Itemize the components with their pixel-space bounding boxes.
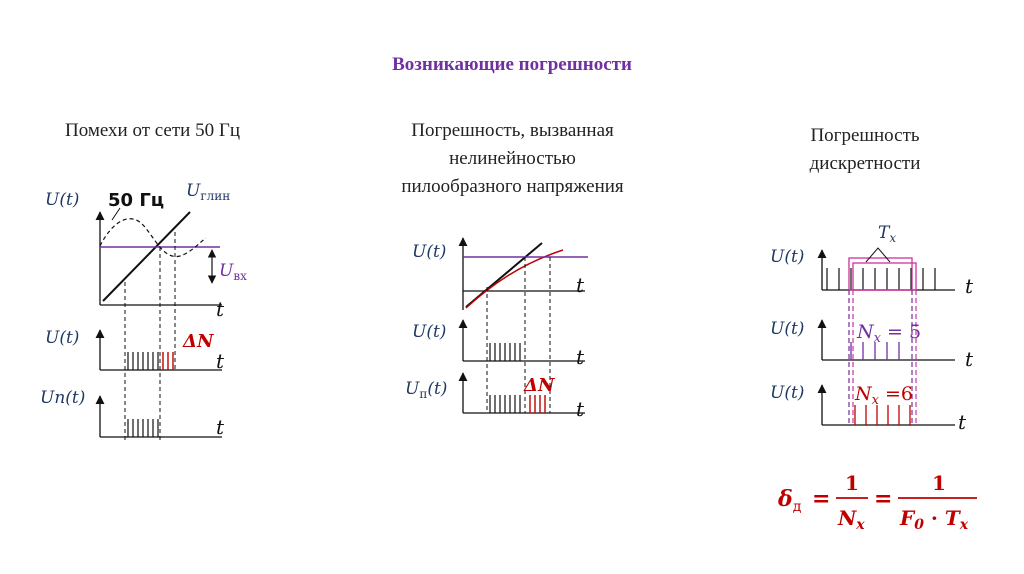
- formula-den2-sub: 0: [914, 517, 924, 533]
- formula-den2-tail: T: [944, 506, 960, 530]
- right-graph-2: [770, 319, 974, 371]
- left-panel: [40, 181, 247, 440]
- right-tx-main: T: [878, 223, 890, 243]
- caption-nonlinearity-line2: нелинейностью: [449, 148, 576, 169]
- formula-num-1: 1: [845, 471, 859, 495]
- right-label-u2: U(t): [770, 319, 805, 339]
- left-label-up: Uп(t): [40, 388, 86, 408]
- left-label-t1: t: [216, 297, 225, 321]
- left-uglin-sub: глин: [200, 189, 231, 203]
- slide-title: Возникающие погрешности: [392, 54, 632, 75]
- left-label-t3: t: [216, 415, 225, 439]
- left-g2-error-pulses: [163, 352, 173, 370]
- middle-g2-pulses: [490, 343, 520, 361]
- middle-label-up: [405, 379, 447, 401]
- left-uvx-main: U: [219, 261, 234, 281]
- right-label-t2: t: [965, 347, 974, 371]
- left-label-u1: U(t): [45, 190, 80, 210]
- middle-graph-1: [412, 238, 588, 310]
- formula-den1-sub: x: [856, 517, 865, 533]
- left-label-uvx: [219, 261, 247, 283]
- formula-den2-tail-sub: x: [959, 517, 969, 533]
- middle-label-t1: t: [576, 273, 585, 297]
- right-nx1-sub: x: [873, 331, 881, 346]
- formula-eq-2: =: [874, 486, 893, 512]
- right-nx2-main: N: [855, 383, 872, 405]
- caption-nonlinearity-line3: пилообразного напряжения: [401, 176, 624, 197]
- right-label-u3: U(t): [770, 383, 805, 403]
- discreteness-formula: [777, 471, 977, 533]
- formula-num-2: 1: [932, 471, 946, 495]
- right-nx1-main: N: [857, 321, 874, 343]
- right-nx2-val: =6: [878, 383, 914, 405]
- formula-den2-main: F: [900, 506, 915, 530]
- right-label-t1: t: [965, 274, 974, 298]
- middle-real-ramp: [466, 250, 563, 308]
- right-label-tx: [878, 223, 896, 245]
- right-graph-1: [770, 223, 974, 298]
- left-g3-pulses: [128, 419, 158, 437]
- caption-nonlinearity-line1: Погрешность, вызванная: [411, 120, 614, 141]
- middle-up-sub: п: [419, 387, 428, 401]
- right-nx1-val: = 5: [880, 321, 922, 343]
- formula-den-1: [837, 506, 865, 533]
- middle-panel: [405, 238, 588, 421]
- right-label-nx1: [856, 321, 921, 346]
- middle-graph-3: [405, 373, 585, 421]
- left-label-t2: t: [216, 349, 225, 373]
- middle-g3-pulses: [490, 395, 520, 413]
- right-g1-clock-pulses: [827, 268, 935, 290]
- caption-mains-text: Помехи от сети 50 Гц: [64, 120, 240, 141]
- left-graph-1: [45, 181, 247, 321]
- right-nx2-sub: x: [871, 393, 879, 408]
- right-panel: [770, 223, 977, 533]
- right-graph-3: [770, 383, 967, 434]
- right-label-nx2: [854, 383, 913, 408]
- middle-up-tail: (t): [427, 379, 448, 399]
- formula-lhs: [777, 486, 802, 515]
- formula-delta-sub: д: [792, 499, 802, 515]
- left-uvx-sub: вх: [233, 269, 247, 283]
- middle-label-u2: U(t): [412, 322, 447, 342]
- formula-den2-dot: ·: [923, 506, 945, 530]
- middle-up-main: U: [405, 379, 420, 399]
- left-label-u2: U(t): [45, 328, 80, 348]
- formula-den1-main: N: [838, 506, 857, 530]
- left-graph-3: [40, 388, 225, 439]
- left-label-uglin: [186, 181, 230, 203]
- middle-label-delta: ΔN: [524, 375, 555, 396]
- formula-den-2: [899, 506, 969, 533]
- right-tx-brace: [866, 248, 890, 262]
- caption-discreteness-line2: дискретности: [809, 153, 921, 174]
- left-g2-pulses: [128, 352, 158, 370]
- left-graph-2: [45, 328, 225, 373]
- right-label-u1: U(t): [770, 247, 805, 267]
- right-label-t3: t: [958, 410, 967, 434]
- left-uglin-main: U: [186, 181, 201, 201]
- formula-eq-1: =: [812, 486, 831, 512]
- middle-label-t3: t: [576, 397, 585, 421]
- middle-label-u1: U(t): [412, 242, 447, 262]
- caption-discreteness-line1: Погрешность: [810, 125, 920, 146]
- left-label-delta: ΔN: [183, 331, 214, 352]
- formula-delta: δ: [778, 486, 793, 512]
- middle-graph-2: [412, 320, 585, 369]
- right-tx-sub: x: [889, 231, 897, 245]
- right-g3-counted-pulses: [855, 405, 910, 425]
- middle-g3-error-pulses: [530, 395, 545, 413]
- middle-label-t2: t: [576, 345, 585, 369]
- left-label-freq: 50 Гц: [108, 190, 165, 211]
